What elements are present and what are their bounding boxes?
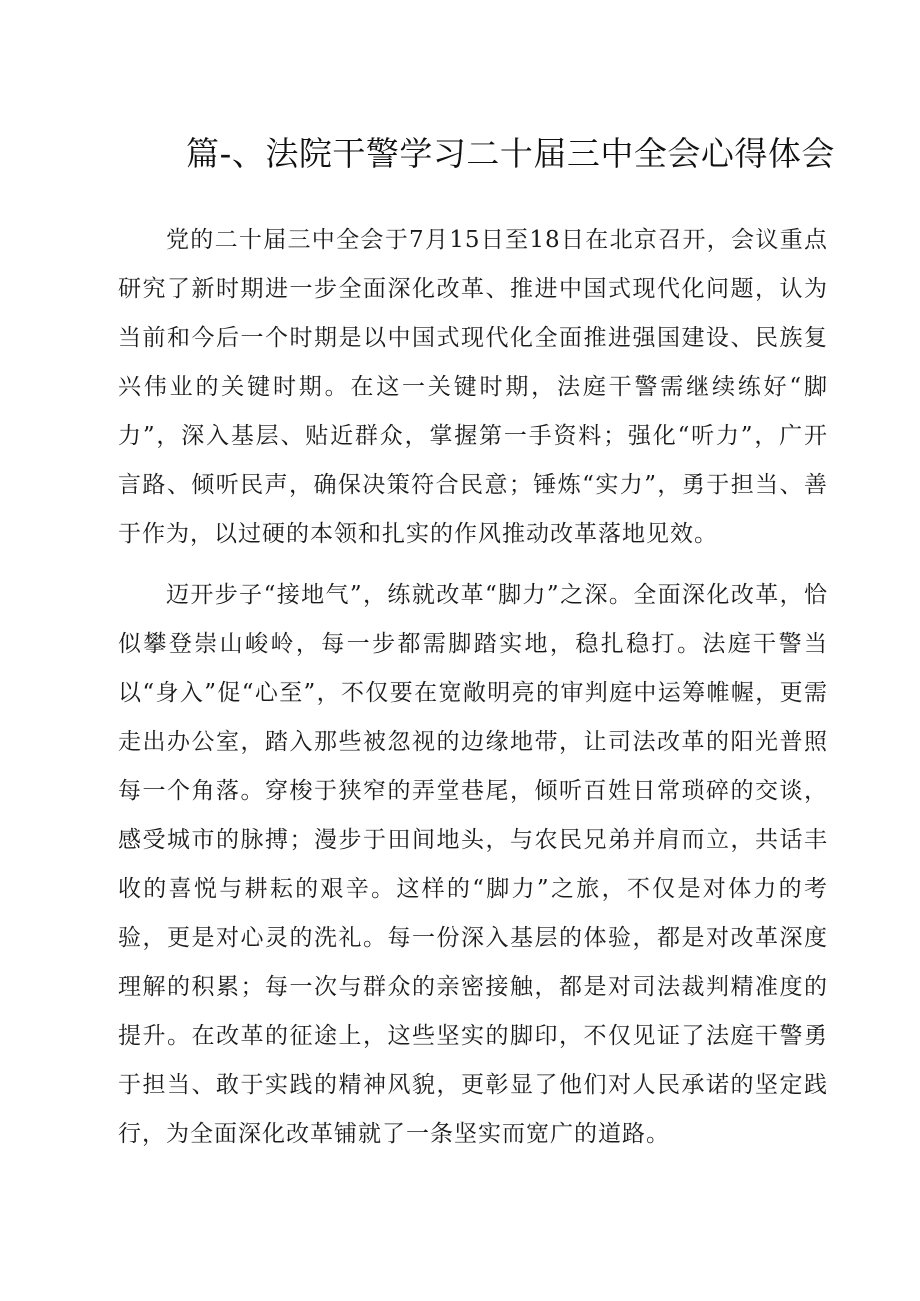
paragraph-block-2 — [118, 571, 828, 1159]
document-title: 篇-、法院干警学习二十届三中全会心得体会 — [186, 134, 835, 173]
paragraph-block-1 — [118, 216, 828, 559]
paragraph-1: 党的二十届三中全会于7月15日至18日在北京召开，会议重点研究了新时期进一步全面深化改革、推进中国式现代化问题，认为当前和今后一个时期是以中国式现代化全面推进强国建设、民族复兴伟业的关键时期。在这一关键时期，法庭干警需继续练好“脚力”，深入基层、贴近群众，掌握第一手资料；强化“听力”，广开言路、倾听民声，确保决策符合民意；锤炼“实力”，勇于担当、善于作为，以过硬的本领和扎实的作风推动改革落地见效。 — [118, 227, 828, 547]
paragraph-2: 迈开步子“接地气”，练就改革“脚力”之深。全面深化改革，恰似攀登崇山峻岭，每一步都需脚踏实地，稳扎稳打。法庭干警当以“身入”促“心至”，不仅要在宽敞明亮的审判庭中运筹帷幄，更需走出办公室，踏入那些被忽视的边缘地带，让司法改革的阳光普照每一个角落。穿梭于狭窄的弄堂巷尾，倾听百姓日常琐碎的交谈，感受城市的脉搏；漫步于田间地头，与农民兄弟并肩而立，共话丰收的喜悦与耕耘的艰辛。这样的“脚力”之旅，不仅是对体力的考验，更是对心灵的洗礼。每一份深入基层的体验，都是对改革深度理解的积累；每一次与群众的亲密接触，都是对司法裁判精准度的提升。在改革的征途上，这些坚实的脚印，不仅见证了法庭干警勇于担当、敢于实践的精神风貌，更彰显了他们对人民承诺的坚定践行，为全面深化改革铺就了一条坚实而宽广的道路。 — [118, 582, 828, 1147]
